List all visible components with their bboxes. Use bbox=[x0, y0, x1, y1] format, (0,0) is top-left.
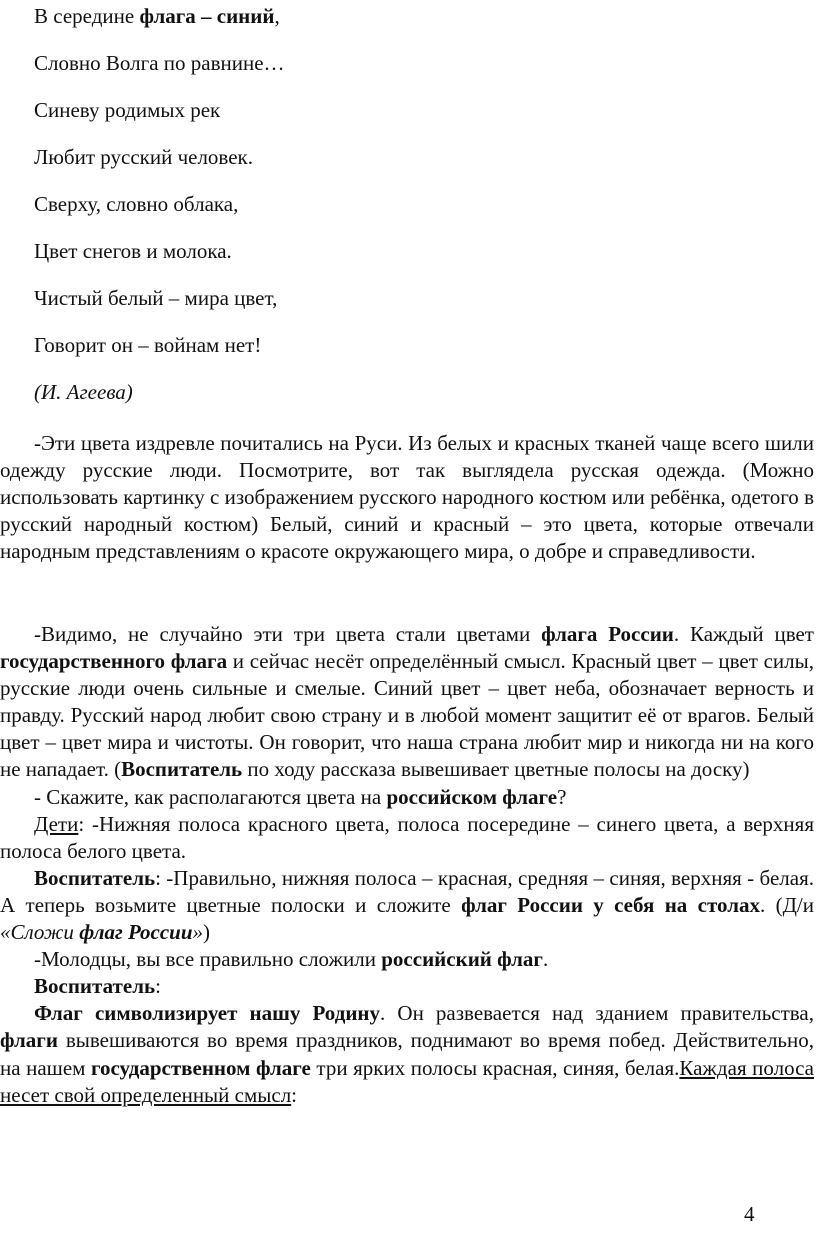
poem-line-3: Синеву родимых рек bbox=[34, 98, 221, 122]
p6-text-a: -Молодцы, вы все правильно сложили bbox=[34, 947, 382, 972]
p2-bold-flag-russia: флага России bbox=[541, 622, 674, 646]
paragraph-2 bbox=[0, 621, 814, 784]
p8-bold-flags: флаги bbox=[0, 1028, 58, 1053]
paragraph-4 bbox=[0, 811, 814, 865]
p3-text-c: ? bbox=[557, 784, 567, 809]
paragraph-7 bbox=[0, 973, 814, 1000]
p3-bold-russian-flag: российском флаге bbox=[386, 784, 558, 809]
poem-line-1-text: В середине bbox=[34, 4, 140, 28]
p7-text-b: : bbox=[155, 974, 161, 999]
p8-text-b: . Он развевается над зданием правительства, bbox=[380, 1001, 814, 1026]
p8-bold-state-flag: государственном флаге bbox=[90, 1055, 311, 1080]
p5-text-h: ) bbox=[203, 920, 211, 945]
p6-bold-russian-flag: российский флаг bbox=[381, 947, 543, 972]
paragraph-3 bbox=[0, 784, 814, 811]
poem-line-5: Сверху, словно облака, bbox=[34, 192, 239, 216]
p2-text-g: по ходу рассказа вывешивает цветные полосы на доску) bbox=[242, 757, 750, 782]
poem-line-2: Словно Волга по равнине… bbox=[34, 51, 285, 75]
poem-line-7: Чистый белый – мира цвет, bbox=[34, 286, 278, 310]
p2-bold-teacher: Воспитатель bbox=[121, 757, 243, 782]
poem-line-4: Любит русский человек. bbox=[34, 145, 254, 169]
p8-text-d: вывешиваются во время праздников, поднимают во время побед. Действительно, на нашем bbox=[0, 1028, 814, 1080]
p2-text-c: . Каждый цвет bbox=[673, 622, 814, 646]
p5-italic-quote-close: » bbox=[192, 920, 204, 945]
poem-line-1 bbox=[34, 2, 280, 30]
page-number: 4 bbox=[744, 1202, 755, 1226]
poem-author: (И. Агеева) bbox=[34, 380, 133, 404]
p5-text-d: . (Д/и bbox=[760, 892, 815, 917]
paragraph-6 bbox=[0, 946, 814, 973]
p8-underlined-meaning: Каждая полоса несет свой определенный смысл bbox=[0, 1055, 815, 1107]
p2-text-a: -Видимо, не случайно эти три цвета стали цветами bbox=[34, 622, 542, 646]
body-text bbox=[0, 621, 814, 1109]
p5-bold-teacher: Воспитатель bbox=[34, 865, 156, 890]
poem-line-1-comma: , bbox=[274, 4, 280, 28]
p4-underlined-children: Дети bbox=[34, 811, 79, 836]
p8-text-h: : bbox=[291, 1082, 298, 1107]
p4-text-b: : -Нижняя полоса красного цвета, полоса посередине – синего цвета, а верхняя полоса белого цвета. bbox=[0, 811, 814, 863]
p5-text-b: : -Правильно, нижняя полоса – красная, средняя – синяя, верхняя - белая. А теперь возьмите цветные полоски и сложите bbox=[0, 865, 814, 917]
poem-line-1-bold: флага – синий bbox=[139, 4, 275, 28]
p5-italic-game-title: «Сложи bbox=[0, 920, 80, 945]
paragraph-1 bbox=[0, 430, 814, 565]
p2-text-e: и сейчас несёт определённый смысл. Красный цвет – цвет силы, русские люди очень сильные и смелые. Синий цвет – цвет неба, обозначает верность и правду. Русский народ любит свою страну и в любой момент защитит её от врагов. Белый цвет – цвет мира и чистоты. Он говорит, что наша страна любит мир и никогда ни на кого не нападает. ( bbox=[0, 649, 814, 782]
poem-line-6: Цвет снегов и молока. bbox=[34, 239, 232, 263]
paragraph-5 bbox=[0, 865, 814, 946]
paragraph-1-text: -Эти цвета издревле почитались на Руси. Из белых и красных тканей чаще всего шили одежду русские люди. Посмотрите, вот так выглядела русская одежда. (Можно использовать картинку с изображением русского народного костюм или ребёнка, одетого в русский народный костюм) Белый, синий и красный – это цвета, которые отвечали народным представлениям о красоте окружающего мира, о добре и справедливости. bbox=[0, 431, 814, 564]
paragraph-8 bbox=[0, 1000, 814, 1108]
p7-bold-teacher: Воспитатель bbox=[34, 974, 156, 999]
poem-line-8: Говорит он – войнам нет! bbox=[34, 333, 262, 357]
p8-bold-flag-symbolizes: Флаг символизирует нашу Родину bbox=[34, 1001, 381, 1026]
p6-text-c: . bbox=[542, 947, 549, 972]
p3-text-a: - Скажите, как располагаются цвета на bbox=[34, 784, 387, 809]
p5-bold-flag-on-tables: флаг России у себя на столах bbox=[461, 892, 761, 917]
p5-bold-italic-flag-russia: флаг России bbox=[79, 920, 193, 945]
p8-text-f: три ярких полосы красная, синяя, белая. bbox=[310, 1055, 680, 1080]
p2-bold-state-flag: государственного флага bbox=[0, 649, 228, 674]
